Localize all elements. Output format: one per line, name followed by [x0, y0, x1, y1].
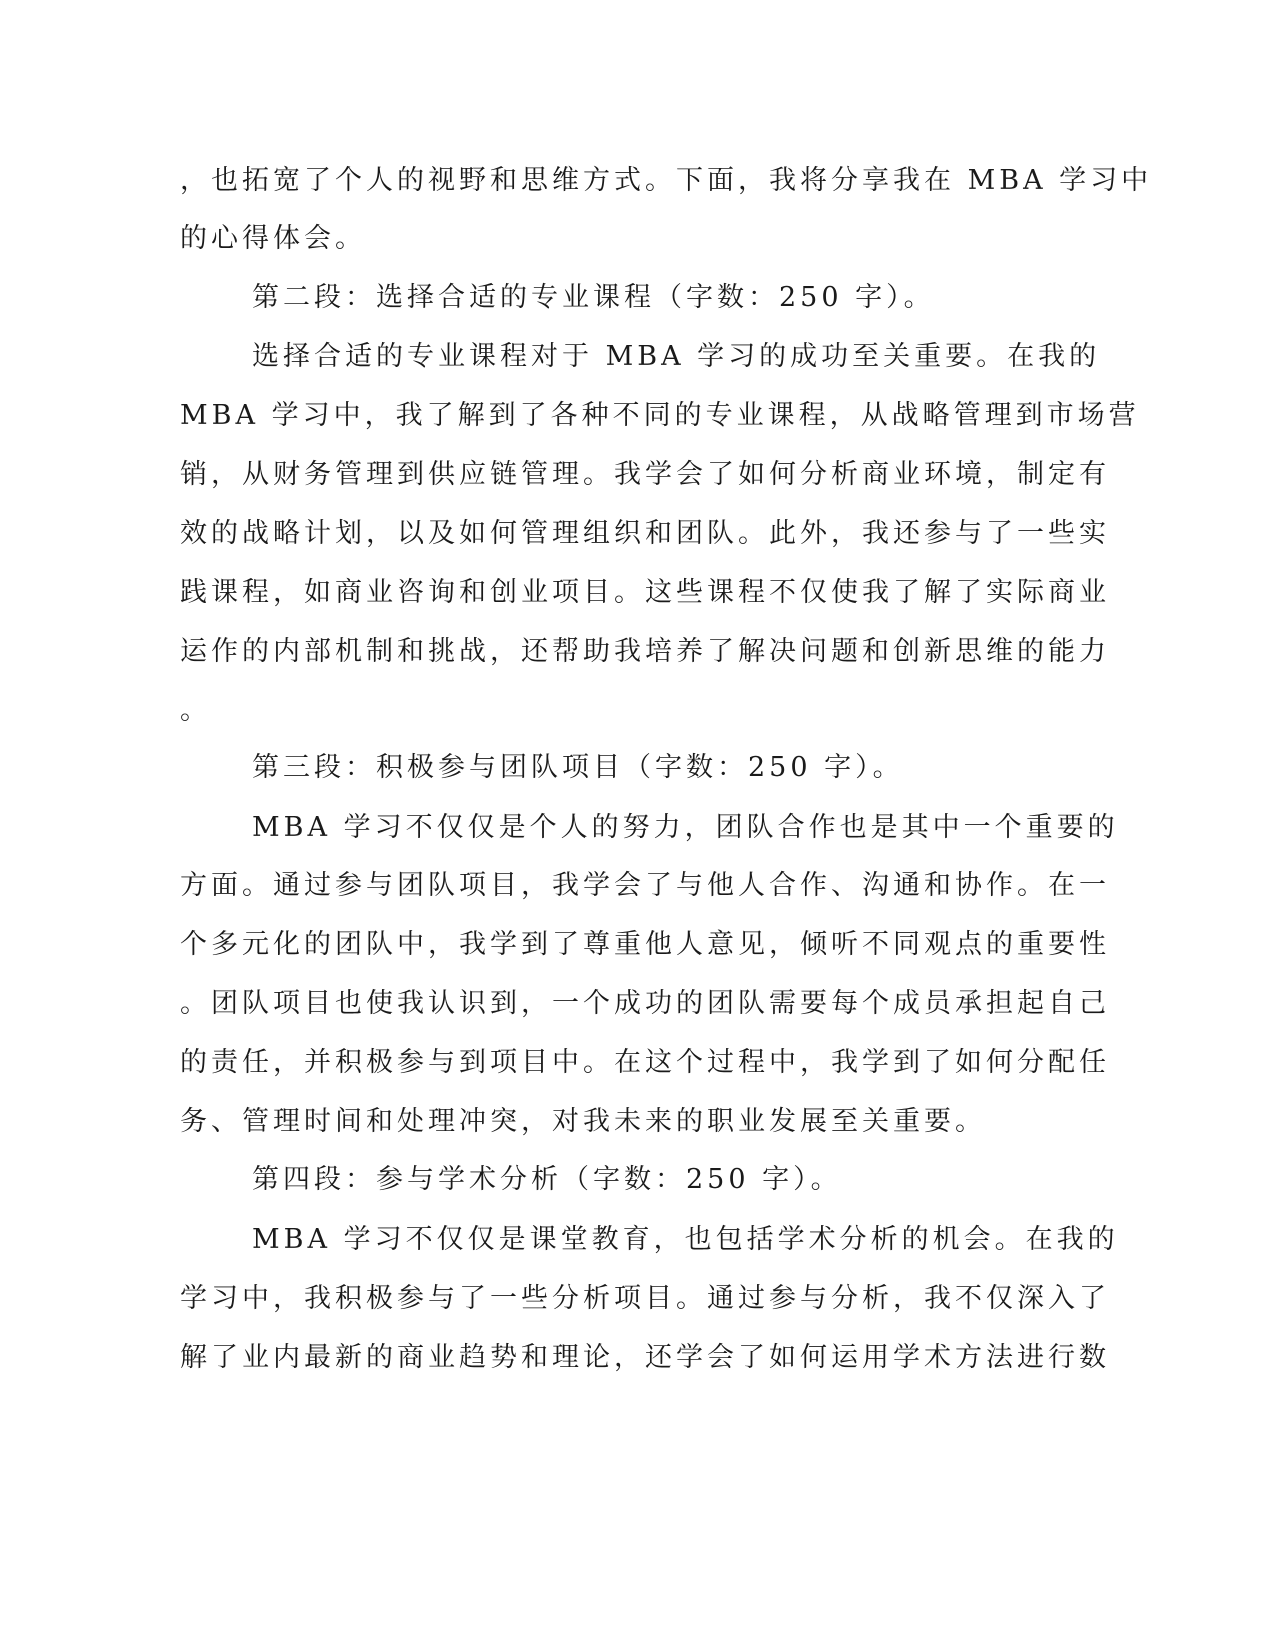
text-line: 方面。通过参与团队项目，我学会了与他人合作、沟通和协作。在一	[180, 870, 1110, 901]
text-line: 。团队项目也使我认识到，一个成功的团队需要每个成员承担起自己	[180, 988, 1110, 1019]
text-line: 选择合适的专业课程对于 MBA 学习的成功至关重要。在我的	[252, 341, 1101, 372]
text-line: MBA 学习不仅仅是个人的努力，团队合作也是其中一个重要的	[252, 812, 1119, 843]
text-line: 效的战略计划，以及如何管理组织和团队。此外，我还参与了一些实	[180, 518, 1110, 549]
text-line: 个多元化的团队中，我学到了尊重他人意见，倾听不同观点的重要性	[180, 929, 1110, 960]
text-line: MBA 学习不仅仅是课堂教育，也包括学术分析的机会。在我的	[252, 1224, 1119, 1255]
text-line: ，也拓宽了个人的视野和思维方式。下面，我将分享我在 MBA 学习中	[180, 165, 1153, 196]
section-heading: 第三段：积极参与团队项目（字数：250 字）。	[252, 752, 904, 783]
text-line: 解了业内最新的商业趋势和理论，还学会了如何运用学术方法进行数	[180, 1342, 1110, 1373]
text-line: 的责任，并积极参与到项目中。在这个过程中，我学到了如何分配任	[180, 1047, 1110, 1078]
text-line: 运作的内部机制和挑战，还帮助我培养了解决问题和创新思维的能力	[180, 636, 1110, 667]
text-line: MBA 学习中，我了解到了各种不同的专业课程，从战略管理到市场营	[180, 400, 1140, 431]
section-heading: 第四段：参与学术分析（字数：250 字）。	[252, 1164, 842, 1195]
text-line: 的心得体会。	[180, 223, 366, 254]
text-line: 务、管理时间和处理冲突，对我未来的职业发展至关重要。	[180, 1106, 986, 1137]
text-line: 学习中，我积极参与了一些分析项目。通过参与分析，我不仅深入了	[180, 1283, 1110, 1314]
text-line: 。	[180, 695, 211, 726]
section-heading: 第二段：选择合适的专业课程（字数：250 字）。	[252, 282, 935, 313]
text-line: 践课程，如商业咨询和创业项目。这些课程不仅使我了解了实际商业	[180, 577, 1110, 608]
text-line: 销，从财务管理到供应链管理。我学会了如何分析商业环境，制定有	[180, 459, 1110, 490]
